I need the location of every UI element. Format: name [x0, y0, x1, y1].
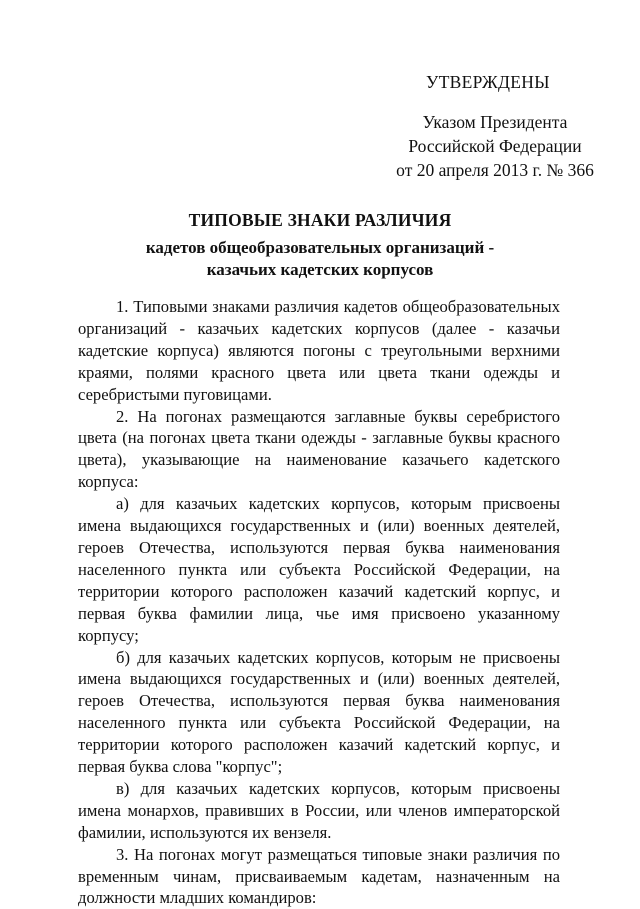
subtitle-line-1: кадетов общеобразовательных организаций - — [145, 238, 495, 257]
approval-heading: УТВЕРЖДЕНЫ — [426, 72, 550, 92]
paragraph-2: 2. На погонах размещаются заглавные буквы серебристого цвета (на погонах цвета ткани одежды - заглавные буквы красного цвета), указывающие на наименование казачьего кадетского корпуса: — [78, 406, 560, 492]
paragraph-2c: в) для казачьих кадетских корпусов, которым присвоены имена монархов, правивших в России, или членов императорской фамилии, используются их вензеля. — [78, 778, 560, 842]
document-body — [78, 296, 560, 909]
paragraph-2a: а) для казачьих кадетских корпусов, которым присвоены имена выдающихся государственных и (или) военных деятелей, героев Отечества, используются первая буква наименования населенного пункта или субъекта Российской Федерации, на территории которого расположен казачий кадетский корпус, и первая буква фамилии лица, чье имя присвоено указанному корпусу; — [78, 494, 560, 645]
approval-line-decree: Указом Президента — [422, 112, 568, 132]
approval-line-country: Российской Федерации — [408, 136, 582, 156]
paragraph-2b: б) для казачьих кадетских корпусов, которым не присвоены имена выдающихся государственных и (или) военных деятелей, героев Отечества, используются первая буква наименования населенного пункта или субъекта Российской Федерации, на территории которого расположен казачий кадетский корпус, и первая буква слова "корпус"; — [78, 647, 560, 777]
paragraph-1: 1. Типовыми знаками различия кадетов общеобразовательных организаций - казачьих кадетских корпусов (далее - казачьи кадетские корпуса) являются погоны с треугольными верхними краями, полями красного цвета или цвета ткани одежды и серебристыми пуговицами. — [78, 297, 560, 404]
document-title: ТИПОВЫЕ ЗНАКИ РАЗЛИЧИЯ — [188, 210, 452, 230]
subtitle-line-2: казачьих кадетских корпусов — [206, 260, 434, 279]
approval-line-date: от 20 апреля 2013 г. № 366 — [396, 160, 594, 180]
document-subtitle — [80, 237, 560, 281]
paragraph-3: 3. На погонах могут размещаться типовые знаки различия по временным чинам, присваиваемым кадетам, назначенным на должности младших командиров: — [78, 844, 560, 908]
approval-block — [390, 70, 600, 182]
